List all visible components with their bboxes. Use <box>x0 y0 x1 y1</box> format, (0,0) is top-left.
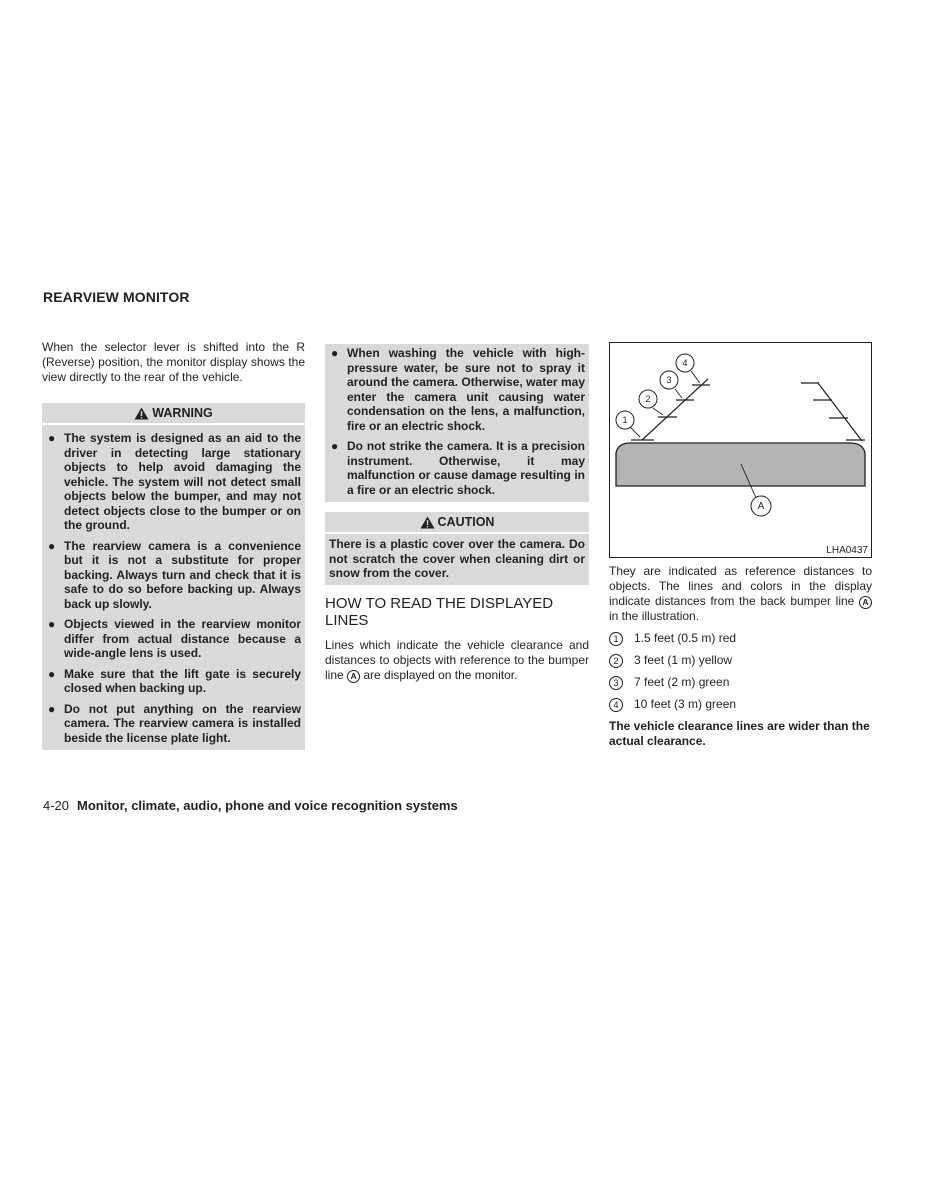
indicated-paragraph: They are indicated as reference distances to objects. The lines and colors in the display indicate distances from the back bumper line A in the illustration. <box>609 564 872 623</box>
warning-header <box>42 403 305 425</box>
right-guide-line <box>818 383 862 441</box>
warning-label: WARNING <box>152 406 213 420</box>
warning-triangle-icon <box>420 516 435 529</box>
warning-item: ● Do not strike the camera. It is a precision instrument. Otherwise, it may malfunction or cause damage resulting in a fire or an electric shock. <box>331 439 585 497</box>
warning-box-continued <box>325 344 589 502</box>
bullet-icon: ● <box>48 431 56 445</box>
bullet-icon: ● <box>48 538 56 553</box>
bullet-icon: ● <box>48 666 56 681</box>
caution-content <box>325 534 589 585</box>
caution-label: CAUTION <box>437 515 495 529</box>
intro-paragraph: When the selector lever is shifted into the R (Reverse) position, the monitor display shows the view directly to the rear of the vehicle. <box>42 340 305 384</box>
marker-a-icon: A <box>347 670 360 683</box>
warning-item: ● The system is designed as an aid to the driver in detecting large stationary objects to help avoid damaging the vehicle. The system will not detect small objects below the bumper, and may not detect objects close to the bumper or on the ground. <box>48 431 301 532</box>
caution-header <box>325 512 589 534</box>
warning-box <box>42 403 305 750</box>
bullet-icon: ● <box>331 439 339 453</box>
page-footer <box>43 798 458 813</box>
distance-item: 2 3 feet (1 m) yellow <box>609 653 872 668</box>
rearview-illustration <box>609 342 872 558</box>
column-middle <box>325 344 589 683</box>
number-3-icon: 3 <box>609 676 623 690</box>
callout-a-label: A <box>757 501 765 512</box>
distance-item: 3 7 feet (2 m) green <box>609 675 872 690</box>
how-to-paragraph: Lines which indicate the vehicle clearance and distances to objects with reference to the bumper line A are displayed on the monitor. <box>325 637 589 682</box>
warning-item: ● When washing the vehicle with high-pressure water, be sure not to spray it around the camera. Otherwise, water may enter the camera unit causing water condensation on the lens, a malfunction, fire or an electric shock. <box>331 346 585 433</box>
distance-item: 4 10 feet (3 m) green <box>609 697 872 712</box>
warning-triangle-icon <box>134 407 149 420</box>
bumper-area <box>616 443 865 486</box>
callout-2-label: 2 <box>645 394 651 404</box>
caution-box <box>325 512 589 585</box>
section-title: REARVIEW MONITOR <box>43 289 190 305</box>
column-right <box>609 342 872 749</box>
bullet-icon: ● <box>48 617 56 631</box>
number-1-icon: 1 <box>609 632 623 646</box>
bullet-icon: ● <box>48 701 56 716</box>
warning-item: ● Objects viewed in the rearview monitor differ from actual distance because a wide-angle lens is used. <box>48 617 301 660</box>
number-4-icon: 4 <box>609 698 623 712</box>
column-left <box>42 340 305 750</box>
figure-code: LHA0437 <box>826 545 868 556</box>
footer-title: Monitor, climate, audio, phone and voice recognition systems <box>77 798 458 813</box>
callout-1-label: 1 <box>622 415 628 425</box>
clearance-note: The vehicle clearance lines are wider than the actual clearance. <box>609 719 870 748</box>
warning-list-continued <box>325 344 589 502</box>
monitor-display-diagram <box>610 343 871 557</box>
marker-a-icon: A <box>859 596 872 609</box>
how-to-heading: HOW TO READ THE DISPLAYED LINES <box>325 594 554 629</box>
callout-3-label: 3 <box>666 375 672 385</box>
left-guide-line <box>642 379 708 440</box>
bullet-icon: ● <box>331 346 339 360</box>
number-2-icon: 2 <box>609 654 623 668</box>
warning-list <box>42 425 305 750</box>
caution-text: There is a plastic cover over the camera. Do not scratch the cover when cleaning dirt or snow from the cover. <box>329 537 585 580</box>
warning-item: ● The rearview camera is a convenience but it is not a substitute for proper backing. Always turn and check that it is safe to do so before backing up. Always back up slowly. <box>48 538 301 611</box>
warning-item: ● Do not put anything on the rearview camera. The rearview camera is installed beside the license plate light. <box>48 701 301 745</box>
callout-4-label: 4 <box>682 358 688 368</box>
distance-item: 1 1.5 feet (0.5 m) red <box>609 631 872 646</box>
page-number: 4-20 <box>43 798 70 813</box>
warning-item: ● Make sure that the lift gate is securely closed when backing up. <box>48 666 301 695</box>
